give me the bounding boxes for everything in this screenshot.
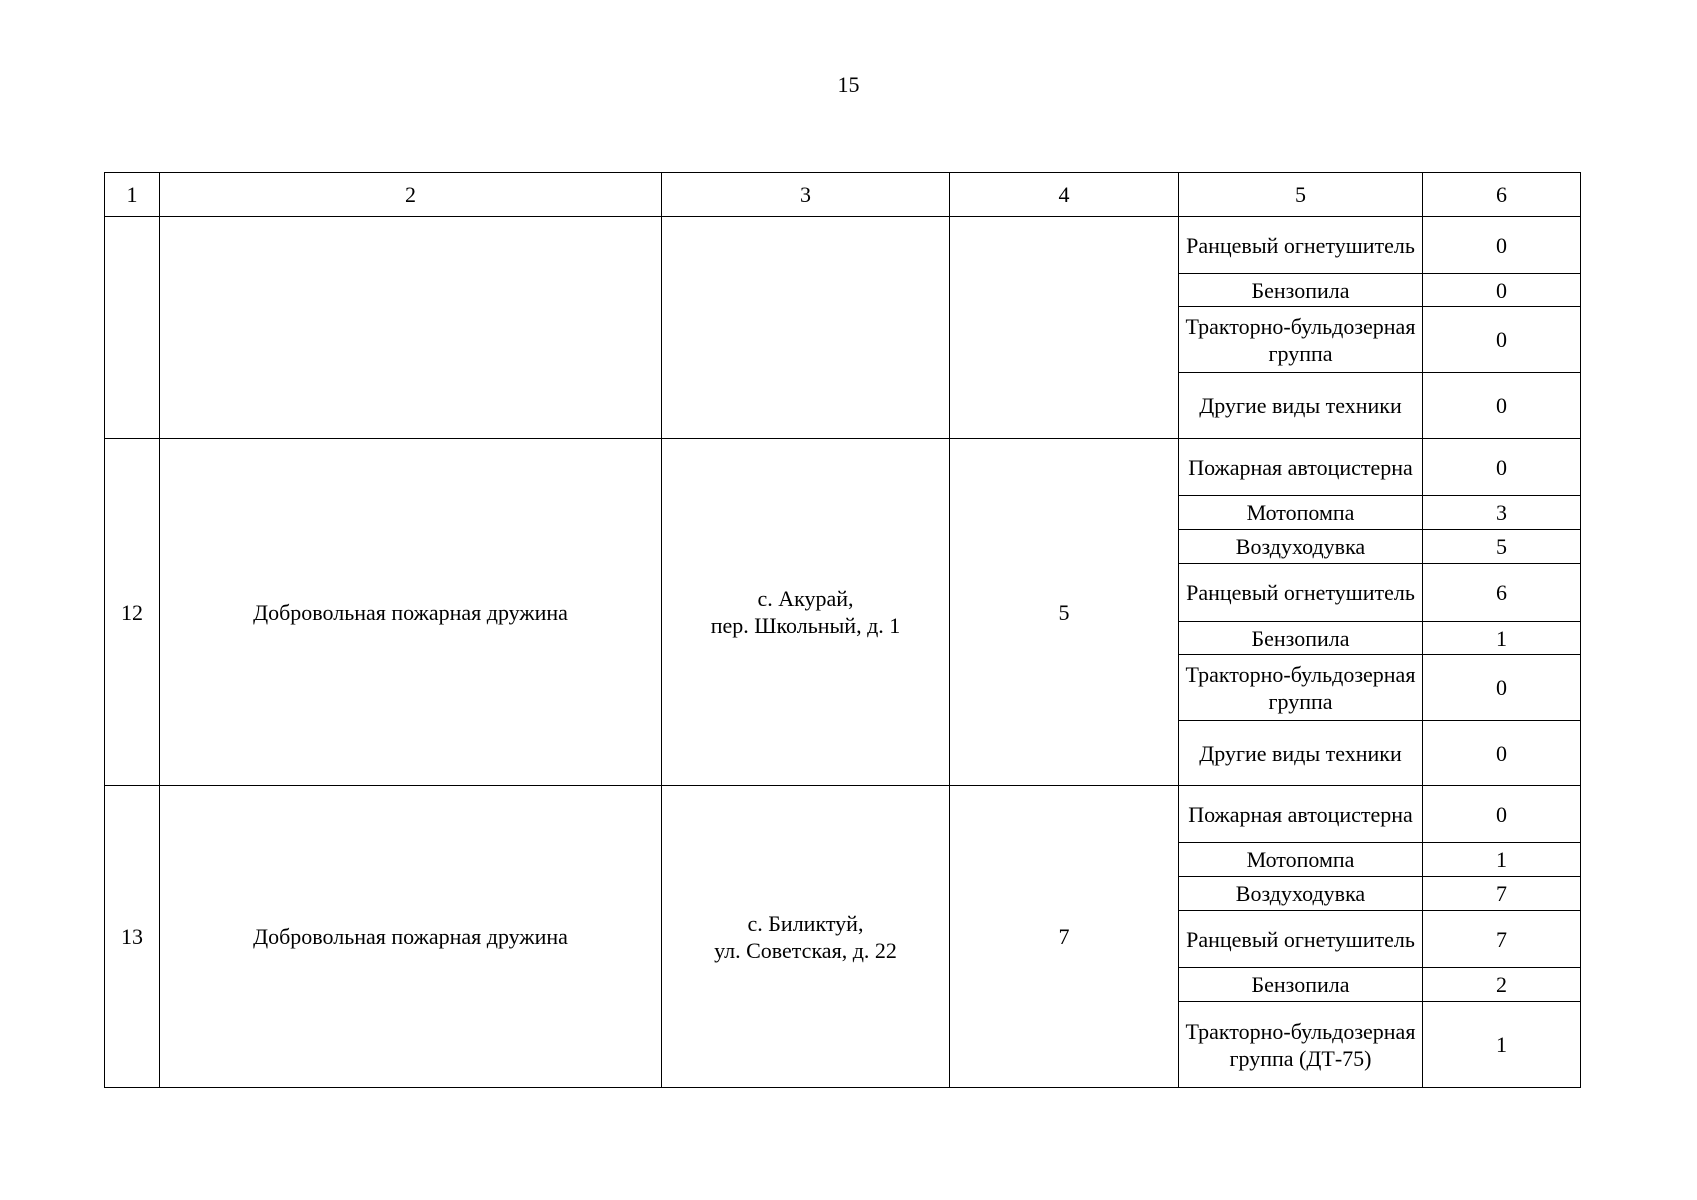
equipment-type-cell: Ранцевый огнетушитель [1179, 217, 1423, 274]
header-cell: 2 [160, 173, 662, 217]
equipment-table [104, 172, 1581, 1088]
equipment-qty-cell: 6 [1423, 564, 1581, 622]
address-cell [662, 786, 950, 1088]
address-line: с. Акурай, [757, 586, 854, 611]
equipment-qty-cell: 5 [1423, 530, 1581, 564]
row-number-cell [105, 217, 160, 439]
table-row [105, 439, 1581, 496]
organization-name-cell: Добровольная пожарная дружина [160, 786, 662, 1088]
equipment-type-cell: Пожарная автоцистерна [1179, 439, 1423, 496]
equipment-type-cell: Ранцевый огнетушитель [1179, 564, 1423, 622]
table-row [105, 786, 1581, 843]
equipment-qty-cell: 3 [1423, 496, 1581, 530]
equipment-type-cell: Тракторно-бульдозерная группа [1179, 655, 1423, 721]
equipment-type-cell: Бензопила [1179, 968, 1423, 1002]
equipment-type-cell: Тракторно-бульдозерная группа [1179, 307, 1423, 373]
address-line: с. Биликтуй, [747, 910, 864, 936]
equipment-qty-cell: 0 [1423, 721, 1581, 786]
header-cell: 1 [105, 173, 160, 217]
staff-count-cell: 7 [950, 786, 1179, 1088]
address-cell [662, 439, 950, 786]
header-cell: 4 [950, 173, 1179, 217]
header-cell: 3 [662, 173, 950, 217]
address-cell [662, 217, 950, 439]
row-number-cell: 13 [105, 786, 160, 1088]
equipment-type-cell: Другие виды техники [1179, 373, 1423, 439]
equipment-qty-cell: 1 [1423, 622, 1581, 655]
organization-name-cell: Добровольная пожарная дружина [160, 439, 662, 786]
table-row [105, 217, 1581, 274]
equipment-qty-cell: 0 [1423, 373, 1581, 439]
equipment-qty-cell: 1 [1423, 843, 1581, 877]
address-line: пер. Школьный, д. 1 [710, 613, 901, 638]
header-cell: 5 [1179, 173, 1423, 217]
equipment-qty-cell: 1 [1423, 1002, 1581, 1088]
page-number: 15 [837, 72, 860, 97]
equipment-qty-cell: 2 [1423, 968, 1581, 1002]
equipment-qty-cell: 0 [1423, 786, 1581, 843]
equipment-type-cell: Пожарная автоцистерна [1179, 786, 1423, 843]
equipment-type-cell: Бензопила [1179, 274, 1423, 307]
equipment-qty-cell: 7 [1423, 911, 1581, 968]
equipment-type-cell: Тракторно-бульдозерная группа (ДТ-75) [1179, 1002, 1423, 1088]
row-number-cell: 12 [105, 439, 160, 786]
equipment-type-cell: Воздуходувка [1179, 530, 1423, 564]
equipment-type-cell: Бензопила [1179, 622, 1423, 655]
equipment-qty-cell: 0 [1423, 217, 1581, 274]
equipment-type-cell: Мотопомпа [1179, 843, 1423, 877]
staff-count-cell: 5 [950, 439, 1179, 786]
equipment-type-cell: Мотопомпа [1179, 496, 1423, 530]
equipment-type-cell: Ранцевый огнетушитель [1179, 911, 1423, 968]
equipment-type-cell: Воздуходувка [1179, 877, 1423, 911]
address-line: ул. Советская, д. 22 [714, 937, 897, 963]
header-cell: 6 [1423, 173, 1581, 217]
equipment-qty-cell: 0 [1423, 439, 1581, 496]
staff-count-cell [950, 217, 1179, 439]
header-row [105, 173, 1581, 217]
equipment-qty-cell: 7 [1423, 877, 1581, 911]
organization-name-cell [160, 217, 662, 439]
equipment-qty-cell: 0 [1423, 655, 1581, 721]
equipment-qty-cell: 0 [1423, 274, 1581, 307]
equipment-qty-cell: 0 [1423, 307, 1581, 373]
equipment-type-cell: Другие виды техники [1179, 721, 1423, 786]
